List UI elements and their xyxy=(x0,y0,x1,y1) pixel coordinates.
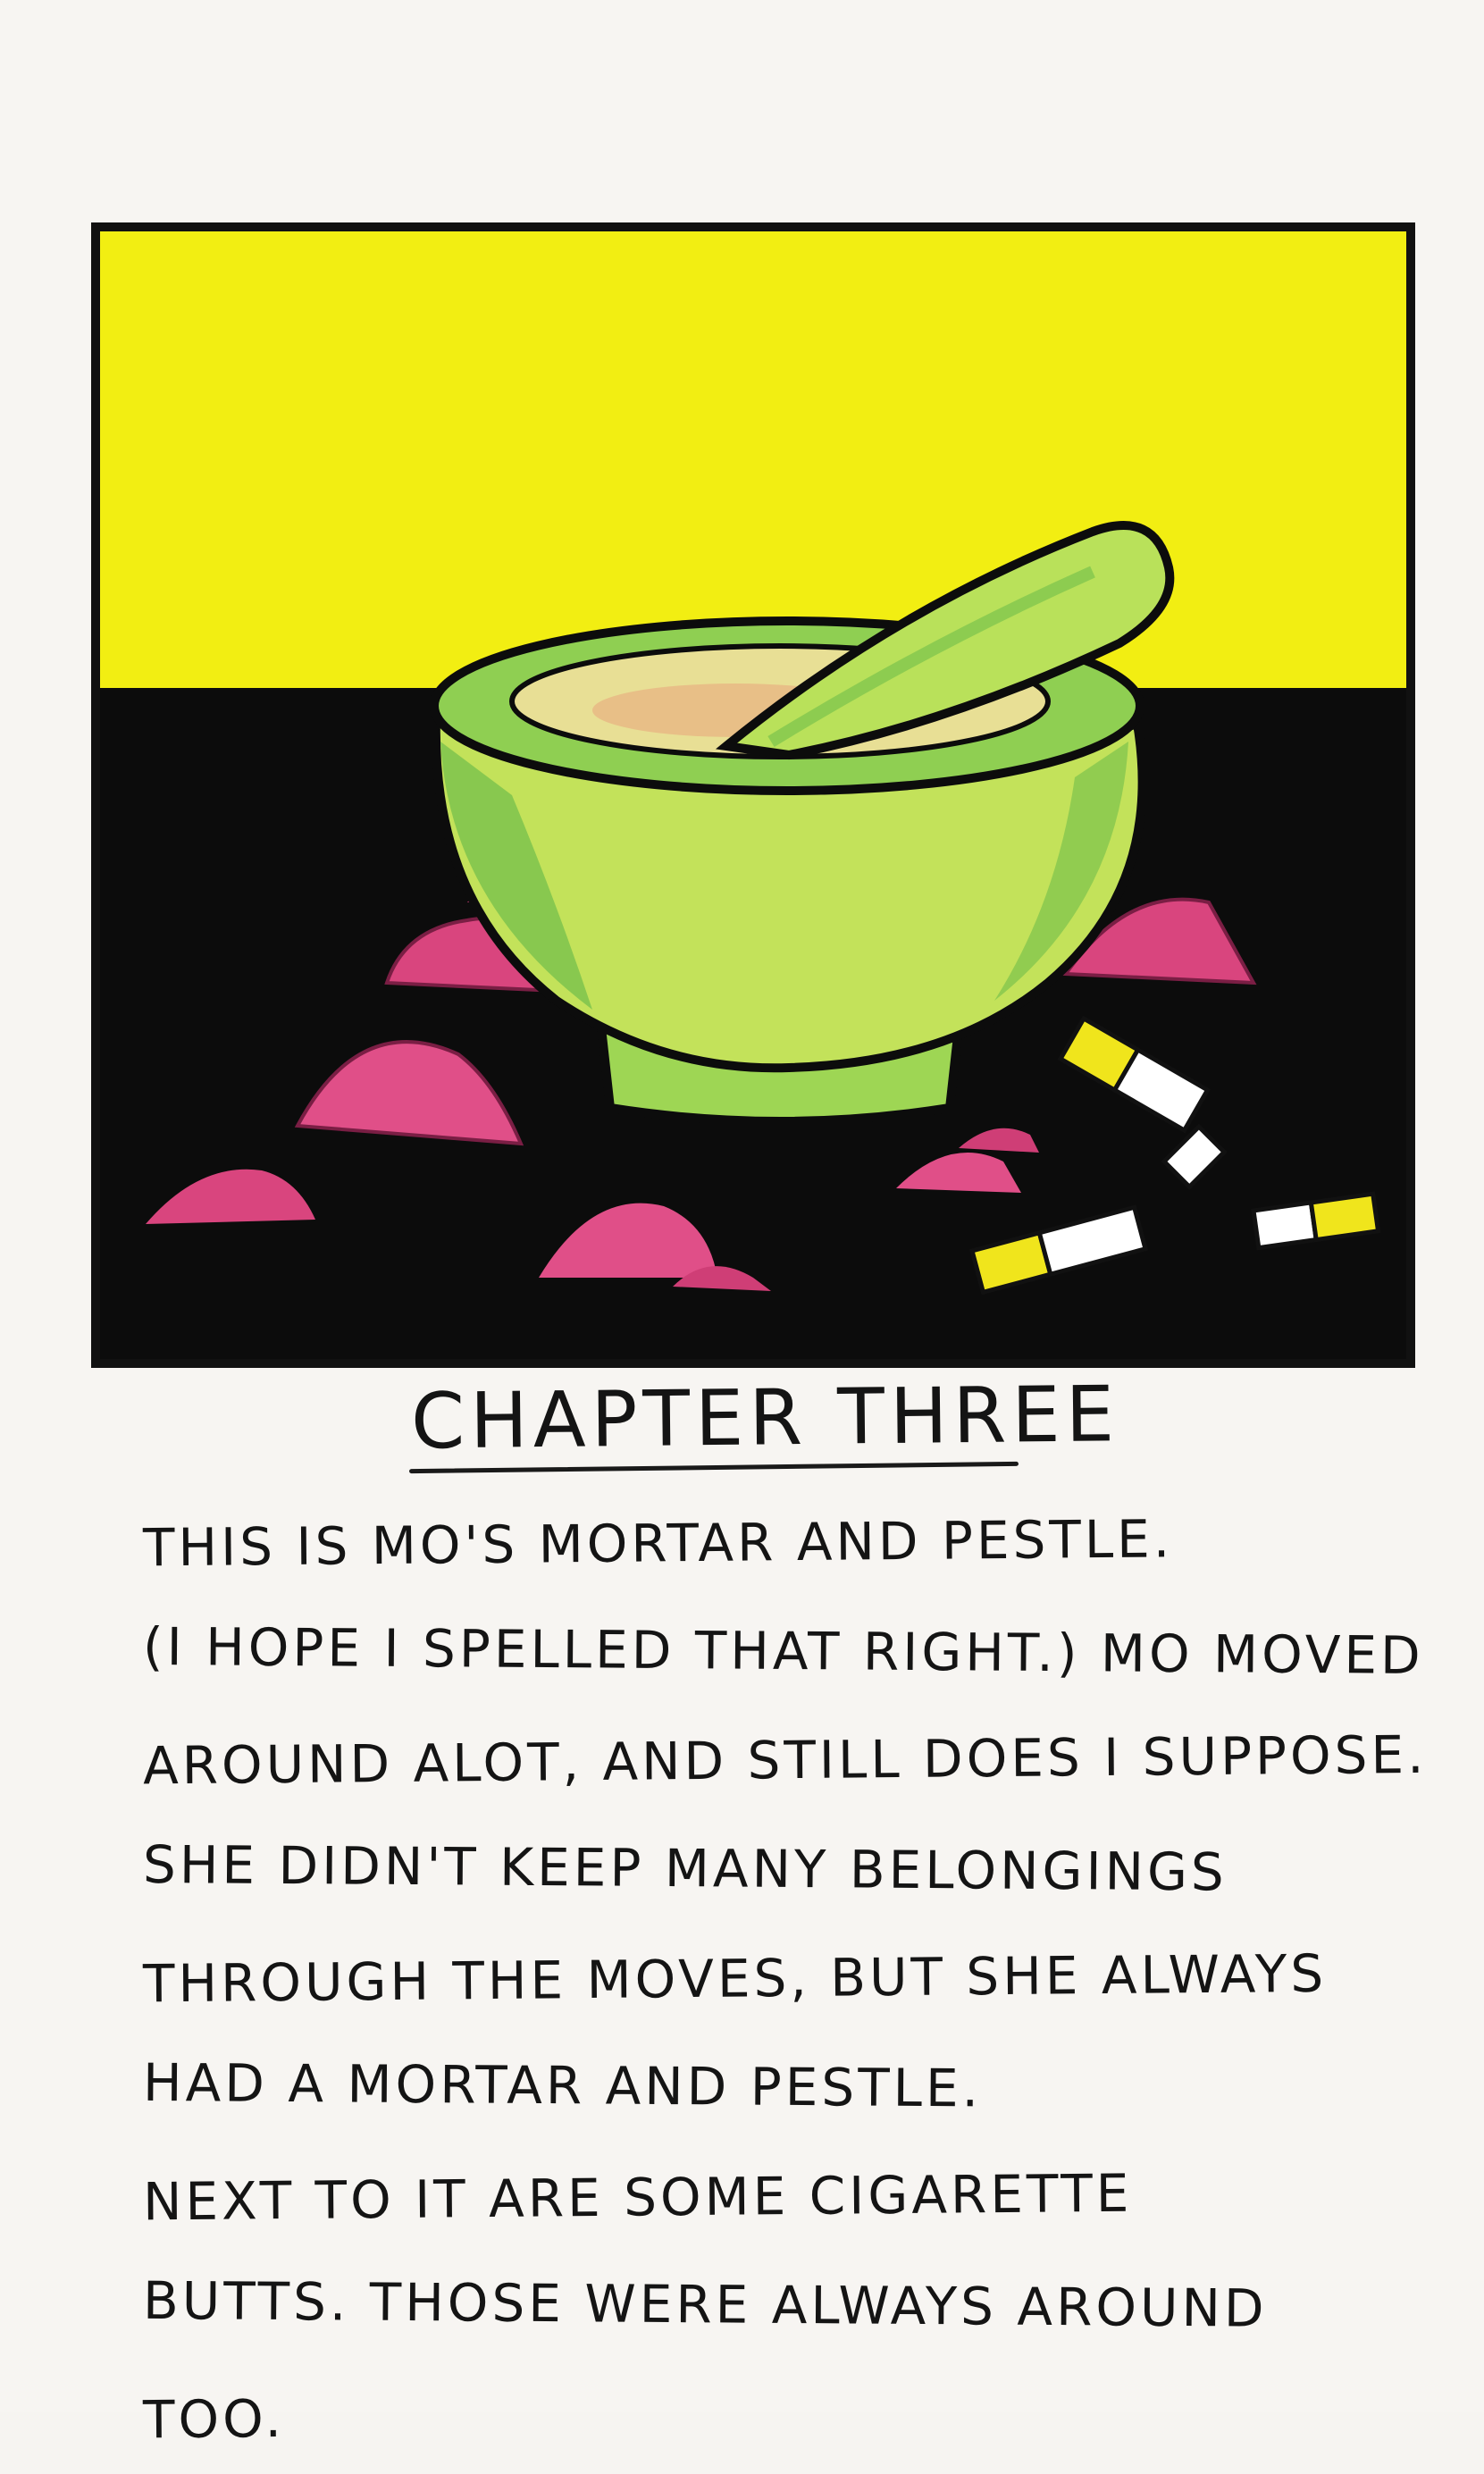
body-line: (I HOPE I SPELLED THAT RIGHT.) MO MOVED xyxy=(142,1615,1424,1686)
mortar-and-pestle-illustration xyxy=(92,223,1414,1367)
body-line: SHE DIDN'T KEEP MANY BELONGINGS xyxy=(142,1833,1228,1903)
illustration-panel xyxy=(92,223,1414,1367)
body-line: HAD A MORTAR AND PESTLE. xyxy=(142,2051,983,2119)
chapter-title: CHAPTER THREE xyxy=(410,1370,1120,1467)
body-line: THROUGH THE MOVES, BUT SHE ALWAYS xyxy=(142,1942,1328,2015)
body-line: NEXT TO IT ARE SOME CIGARETTE xyxy=(142,2162,1133,2233)
body-line: THIS IS MO'S MORTAR AND PESTLE. xyxy=(142,1508,1174,1579)
body-line: TOO. xyxy=(142,2387,286,2451)
body-text xyxy=(143,1488,1447,2469)
body-line: AROUND ALOT, AND STILL DOES I SUPPOSE. xyxy=(142,1723,1428,1797)
body-line: BUTTS. THOSE WERE ALWAYS AROUND xyxy=(142,2269,1268,2339)
